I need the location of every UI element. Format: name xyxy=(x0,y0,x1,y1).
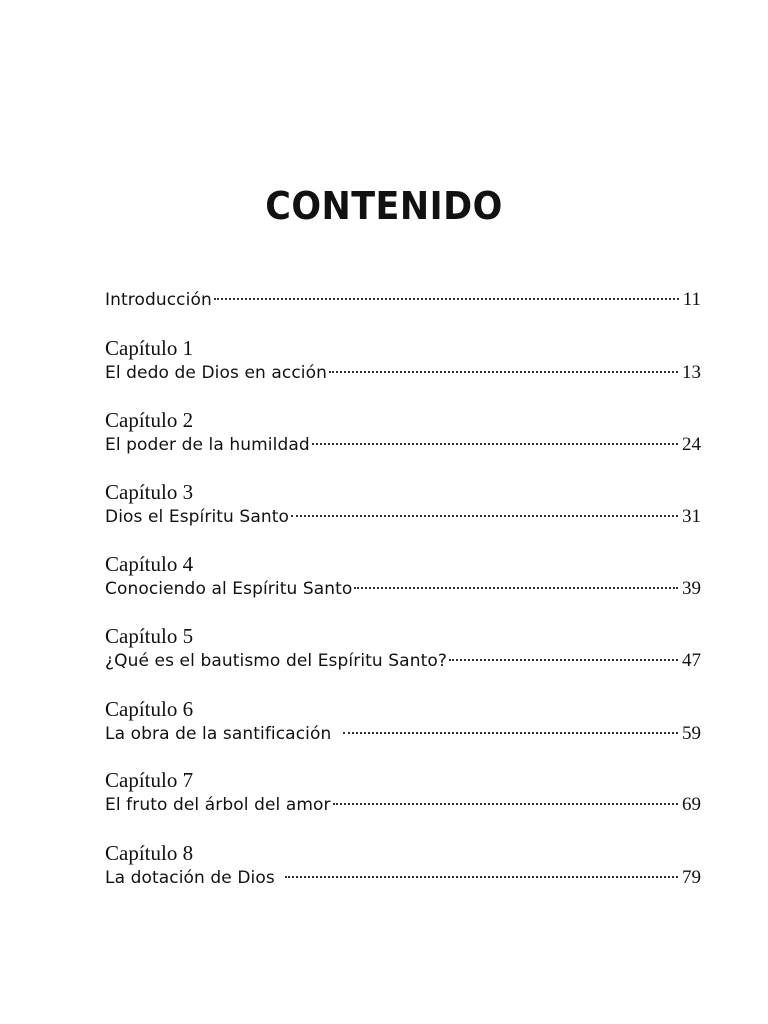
toc-entry-chapter-7 xyxy=(105,768,701,818)
toc-entry-chapter-5 xyxy=(105,624,701,674)
toc-entry-chapter-1 xyxy=(105,336,701,386)
chapter-label: Capítulo 7 xyxy=(105,768,194,792)
dot-leader xyxy=(354,587,678,589)
toc-page-number: 11 xyxy=(682,289,701,310)
toc-line xyxy=(105,792,701,818)
toc-line xyxy=(105,432,701,458)
toc-page-number: 69 xyxy=(682,794,701,815)
page-title: CONTENIDO xyxy=(265,184,503,228)
toc-line xyxy=(105,576,701,602)
dot-leader xyxy=(285,876,678,878)
dot-leader xyxy=(343,732,678,734)
dot-leader xyxy=(291,515,678,517)
toc-entry-chapter-3 xyxy=(105,480,701,530)
toc-page-number: 24 xyxy=(682,434,701,455)
toc-entry-title: El fruto del árbol del amor xyxy=(105,795,331,815)
dot-leader xyxy=(214,298,679,300)
toc-entry-title: El poder de la humildad xyxy=(105,435,310,455)
toc-entry-title: ¿Qué es el bautismo del Espíritu Santo? xyxy=(105,651,447,671)
chapter-label: Capítulo 6 xyxy=(105,697,194,721)
toc-page-number: 13 xyxy=(682,362,701,383)
toc-entry-chapter-8 xyxy=(105,841,701,891)
toc-entry-title: La dotación de Dios xyxy=(105,868,275,888)
toc-line xyxy=(105,648,701,674)
toc-entry-title: Dios el Espíritu Santo xyxy=(105,507,289,527)
toc-line xyxy=(105,360,701,386)
chapter-label: Capítulo 3 xyxy=(105,480,194,504)
toc-page-number: 59 xyxy=(682,723,701,744)
chapter-label: Capítulo 5 xyxy=(105,624,194,648)
toc-line xyxy=(105,287,701,313)
toc-entry-title: El dedo de Dios en acción xyxy=(105,363,327,383)
chapter-label: Capítulo 4 xyxy=(105,552,194,576)
toc-page-number: 31 xyxy=(682,506,701,527)
toc-page-number: 47 xyxy=(682,650,701,671)
dot-leader xyxy=(329,371,678,373)
dot-leader xyxy=(449,659,678,661)
toc-page-number: 79 xyxy=(682,867,701,888)
toc-line xyxy=(105,865,701,891)
toc-page-number: 39 xyxy=(682,578,701,599)
dot-leader xyxy=(333,803,678,805)
chapter-label: Capítulo 1 xyxy=(105,336,194,360)
toc-entry-introduccion xyxy=(105,287,701,313)
chapter-label: Capítulo 2 xyxy=(105,408,194,432)
toc-line xyxy=(105,504,701,530)
toc-entry-title: La obra de la santificación xyxy=(105,724,332,744)
toc-line xyxy=(105,721,701,747)
toc-entry-chapter-6 xyxy=(105,697,701,747)
toc-entry-title: Conociendo al Espíritu Santo xyxy=(105,579,353,599)
toc-entry-chapter-4 xyxy=(105,552,701,602)
toc-entry-title: Introducción xyxy=(105,290,212,310)
chapter-label: Capítulo 8 xyxy=(105,841,194,865)
dot-leader xyxy=(312,443,678,445)
toc-entry-chapter-2 xyxy=(105,408,701,458)
